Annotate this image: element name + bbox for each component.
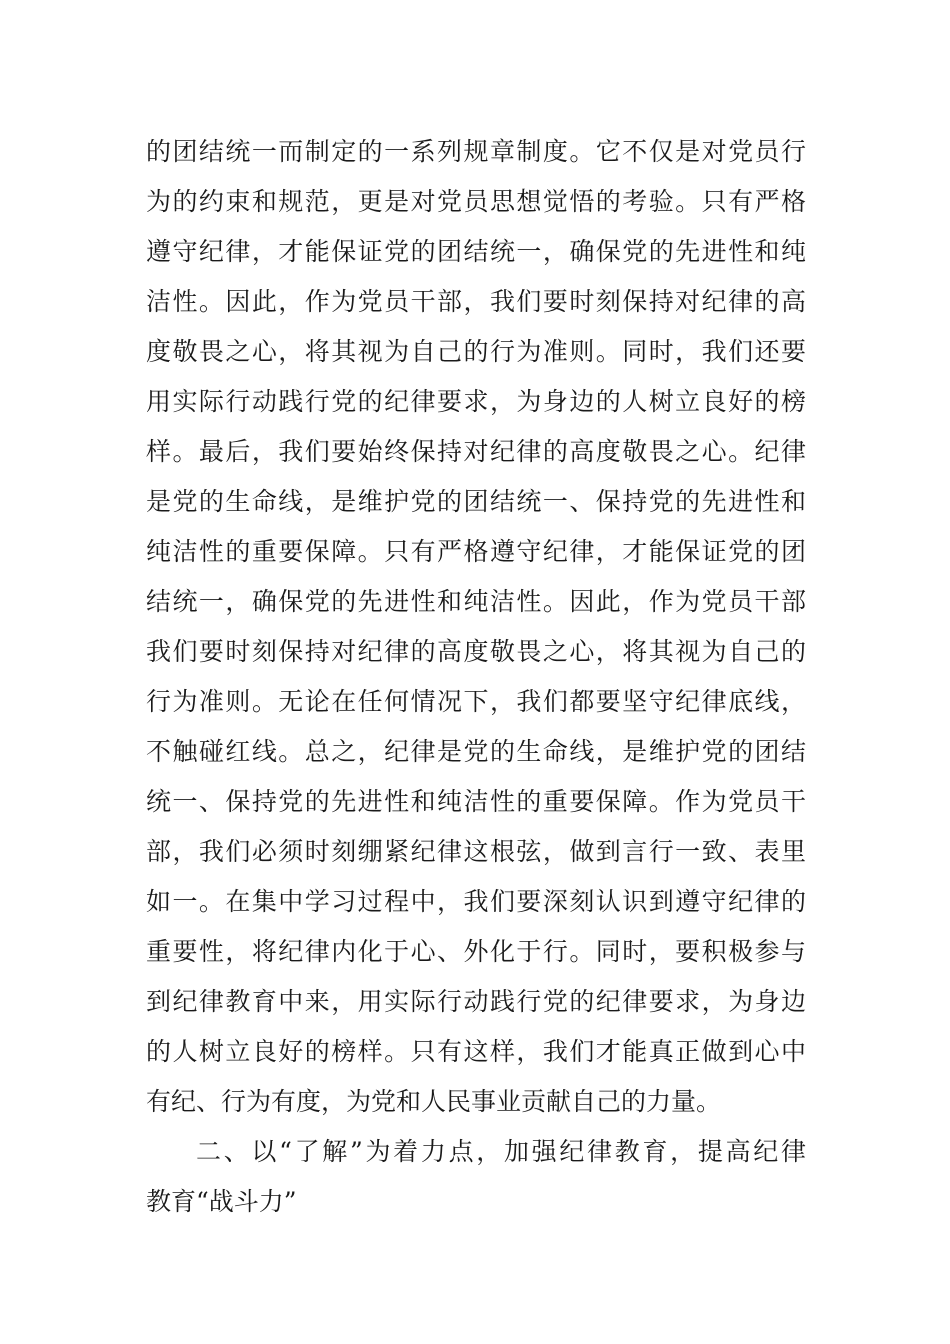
text-line: 的团结统一而制定的一系列规章制度。它不仅是对党员行 (146, 137, 806, 166)
text-line: 为的约束和规范，更是对党员思想觉悟的考验。只有严格 (146, 187, 806, 216)
text-line: 是党的生命线，是维护党的团结统一、保持党的先进性和 (146, 487, 806, 516)
text-line: 我们要时刻保持对纪律的高度敬畏之心，将其视为自己的 (146, 637, 806, 666)
text-line: 重要性，将纪律内化于心、外化于行。同时，要积极参与 (146, 937, 806, 966)
text-line: 行为准则。无论在任何情况下，我们都要坚守纪律底线， (146, 687, 806, 716)
text-line: 有纪、行为有度，为党和人民事业贡献自己的力量。 (146, 1087, 722, 1116)
text-line: 纯洁性的重要保障。只有严格遵守纪律，才能保证党的团 (146, 537, 806, 566)
text-line: 不触碰红线。总之，纪律是党的生命线，是维护党的团结 (146, 737, 806, 766)
section-heading-line: 二、以“了解”为着力点，加强纪律教育，提高纪律 (196, 1137, 806, 1166)
section-heading-line: 教育“战斗力” (146, 1187, 297, 1216)
text-line: 结统一，确保党的先进性和纯洁性。因此，作为党员干部 (146, 587, 806, 616)
document-body (146, 127, 806, 1227)
text-line: 度敬畏之心，将其视为自己的行为准则。同时，我们还要 (146, 337, 806, 366)
text-line: 如一。在集中学习过程中，我们要深刻认识到遵守纪律的 (146, 887, 806, 916)
text-line: 遵守纪律，才能保证党的团结统一，确保党的先进性和纯 (146, 237, 806, 266)
text-line: 统一、保持党的先进性和纯洁性的重要保障。作为党员干 (146, 787, 806, 816)
text-line: 部，我们必须时刻绷紧纪律这根弦，做到言行一致、表里 (146, 837, 806, 866)
text-line: 的人树立良好的榜样。只有这样，我们才能真正做到心中 (146, 1037, 806, 1066)
text-line: 用实际行动践行党的纪律要求，为身边的人树立良好的榜 (146, 387, 806, 416)
text-line: 样。最后，我们要始终保持对纪律的高度敬畏之心。纪律 (146, 437, 806, 466)
text-line: 洁性。因此，作为党员干部，我们要时刻保持对纪律的高 (146, 287, 806, 316)
text-line: 到纪律教育中来，用实际行动践行党的纪律要求，为身边 (146, 987, 806, 1016)
